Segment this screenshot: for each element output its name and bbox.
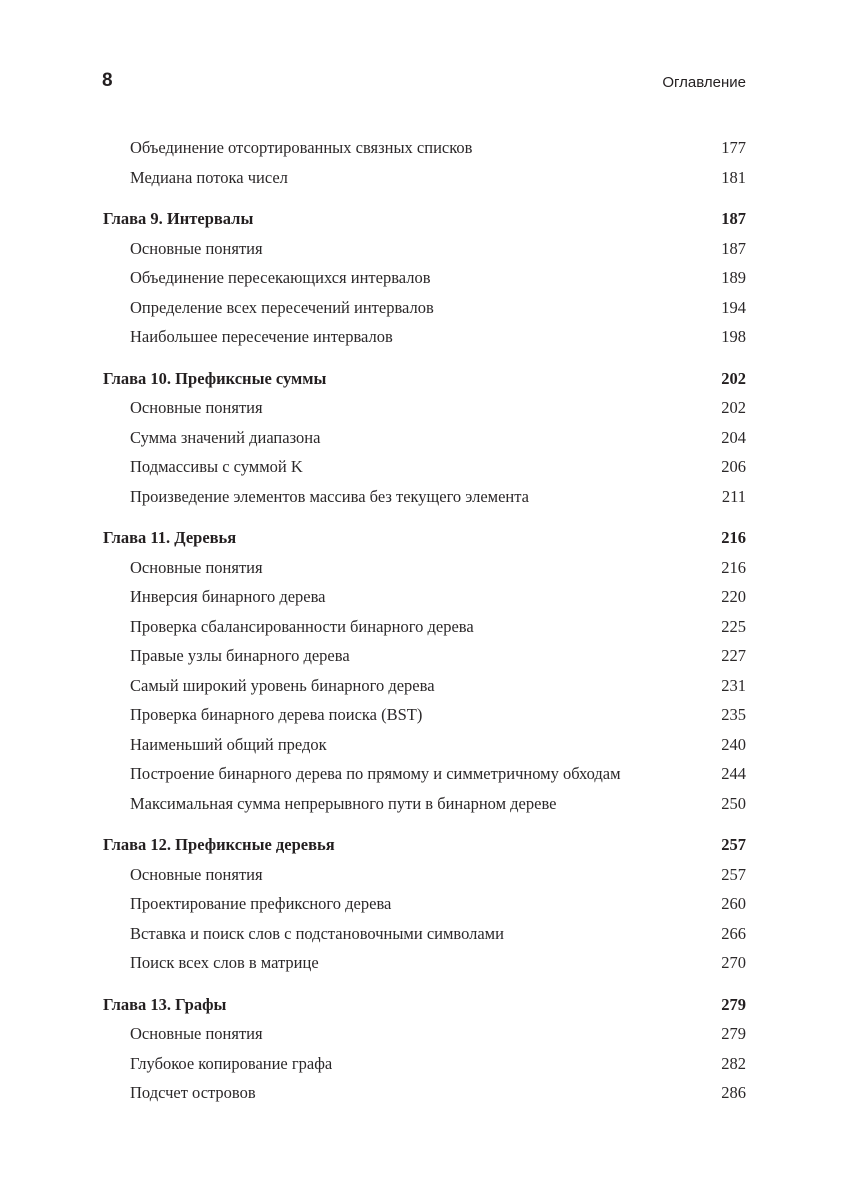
dot-leader — [473, 152, 720, 153]
toc-entry[interactable] — [103, 1049, 746, 1079]
toc-entry-title: Построение бинарного дерева по прямому и симметричному обходам — [130, 764, 621, 783]
dot-leader — [351, 660, 721, 661]
toc-chapter[interactable] — [103, 523, 746, 553]
toc-chapter-page: 257 — [721, 835, 746, 854]
dot-leader — [264, 412, 721, 413]
toc-chapter-title: Глава 11. Деревья — [103, 528, 237, 547]
toc-entry-title: Проектирование префиксного дерева — [130, 894, 392, 913]
dot-leader — [264, 253, 721, 254]
dot-leader — [327, 383, 720, 384]
toc-entry-page: 204 — [721, 427, 746, 447]
toc-entry-title: Наименьший общий предок — [130, 734, 327, 754]
table-of-contents — [103, 133, 746, 1108]
toc-entry-title: Вставка и поиск слов с подстановочными символами — [130, 923, 504, 943]
toc-entry-page: 206 — [721, 457, 746, 476]
toc-entry-title: Глубокое копирование графа — [130, 1053, 333, 1073]
toc-entry-page: 266 — [721, 923, 746, 943]
toc-entry-title: Самый широкий уровень бинарного дерева — [130, 675, 435, 695]
toc-chapter[interactable] — [103, 204, 746, 234]
toc-entry-page: 282 — [721, 1053, 746, 1073]
toc-entry[interactable] — [103, 263, 746, 293]
toc-entry[interactable] — [103, 423, 746, 453]
toc-entry-page: 270 — [721, 953, 746, 972]
dot-leader — [264, 879, 721, 880]
dot-leader — [264, 572, 721, 573]
toc-entry-title: Основные понятия — [130, 398, 263, 417]
dot-leader — [328, 749, 721, 750]
toc-entry-title: Основные понятия — [130, 864, 263, 884]
toc-entry-page: 216 — [721, 557, 746, 577]
toc-entry-page: 189 — [721, 268, 746, 287]
toc-entry[interactable] — [103, 452, 746, 482]
toc-entry[interactable] — [103, 234, 746, 264]
toc-entry-page: 257 — [721, 864, 746, 884]
toc-entry[interactable] — [103, 1078, 746, 1108]
toc-entry[interactable] — [103, 671, 746, 701]
toc-chapter[interactable] — [103, 990, 746, 1020]
toc-entry[interactable] — [103, 133, 746, 163]
toc-entry-title: Основные понятия — [130, 1024, 263, 1043]
dot-leader — [622, 778, 721, 779]
toc-entry-title: Определение всех пересечений интервалов — [130, 297, 434, 317]
toc-entry-page: 227 — [721, 646, 746, 665]
toc-entry-page: 198 — [721, 327, 746, 346]
toc-entry-page: 250 — [721, 793, 746, 813]
toc-entry-title: Наибольшее пересечение интервалов — [130, 327, 393, 346]
toc-entry-title: Проверка сбалансированности бинарного дерева — [130, 616, 474, 636]
toc-entry-title: Основные понятия — [130, 238, 263, 258]
toc-entry-page: 244 — [721, 764, 746, 783]
toc-chapter[interactable] — [103, 830, 746, 860]
toc-entry[interactable] — [103, 759, 746, 789]
toc-entry[interactable] — [103, 163, 746, 193]
dot-leader — [254, 223, 720, 224]
toc-chapter-page: 279 — [721, 994, 746, 1014]
toc-entry-page: 286 — [721, 1083, 746, 1102]
toc-entry-page: 194 — [721, 297, 746, 317]
toc-entry-page: 177 — [721, 138, 746, 157]
toc-entry-page: 202 — [721, 398, 746, 417]
toc-entry[interactable] — [103, 322, 746, 352]
dot-leader — [475, 631, 721, 632]
dot-leader — [505, 938, 720, 939]
toc-chapter-title: Глава 13. Графы — [103, 994, 227, 1014]
toc-entry-title: Правые узлы бинарного дерева — [130, 646, 350, 665]
dot-leader — [257, 1097, 721, 1098]
toc-entry-page: 231 — [721, 675, 746, 695]
toc-entry[interactable] — [103, 482, 746, 512]
running-title: Оглавление — [662, 74, 746, 91]
toc-entry[interactable] — [103, 860, 746, 890]
toc-entry-title: Медиана потока чисел — [130, 167, 288, 187]
dot-leader — [423, 719, 720, 720]
dot-leader — [435, 312, 720, 313]
toc-entry[interactable] — [103, 293, 746, 323]
toc-entry[interactable] — [103, 789, 746, 819]
toc-entry-title: Инверсия бинарного дерева — [130, 587, 326, 606]
toc-chapter-page: 187 — [721, 209, 746, 228]
page-number: 8 — [102, 70, 113, 91]
toc-entry[interactable] — [103, 889, 746, 919]
toc-entry-title: Объединение отсортированных связных списков — [130, 138, 473, 157]
toc-entry-page: 181 — [721, 167, 746, 187]
toc-entry-title: Произведение элементов массива без текущего элемента — [130, 486, 529, 506]
dot-leader — [304, 471, 720, 472]
dot-leader — [394, 341, 720, 342]
dot-leader — [557, 808, 720, 809]
toc-entry-page: 187 — [721, 238, 746, 258]
dot-leader — [321, 442, 720, 443]
toc-chapter-title: Глава 10. Префиксные суммы — [103, 368, 327, 388]
toc-entry-title: Проверка бинарного дерева поиска (BST) — [130, 705, 423, 724]
dot-leader — [530, 501, 721, 502]
toc-entry-title: Поиск всех слов в матрице — [130, 953, 319, 972]
toc-entry-page: 260 — [721, 894, 746, 913]
toc-chapter-page: 216 — [721, 528, 746, 547]
toc-chapter[interactable] — [103, 364, 746, 394]
toc-entry[interactable] — [103, 948, 746, 978]
toc-entry[interactable] — [103, 730, 746, 760]
toc-entry-title: Максимальная сумма непрерывного пути в бинарном дереве — [130, 793, 557, 813]
toc-entry-title: Подмассивы с суммой K — [130, 457, 303, 476]
toc-chapter-title: Глава 9. Интервалы — [103, 209, 254, 228]
dot-leader — [333, 1068, 720, 1069]
dot-leader — [227, 1009, 720, 1010]
dot-leader — [264, 1038, 721, 1039]
toc-entry[interactable] — [103, 612, 746, 642]
toc-entry[interactable] — [103, 1019, 746, 1049]
toc-entry-title: Подсчет островов — [130, 1083, 256, 1102]
dot-leader — [336, 849, 721, 850]
dot-leader — [436, 690, 721, 691]
toc-chapter-title: Глава 12. Префиксные деревья — [103, 835, 335, 854]
toc-entry[interactable] — [103, 553, 746, 583]
toc-entry[interactable] — [103, 641, 746, 671]
toc-entry-title: Сумма значений диапазона — [130, 427, 321, 447]
dot-leader — [432, 282, 721, 283]
toc-entry-title: Основные понятия — [130, 557, 263, 577]
dot-leader — [320, 967, 721, 968]
toc-entry-page: 240 — [721, 734, 746, 754]
toc-entry-page: 211 — [721, 486, 746, 506]
toc-entry-page: 279 — [721, 1024, 746, 1043]
toc-entry-page: 220 — [721, 587, 746, 606]
toc-entry-page: 235 — [721, 705, 746, 724]
toc-entry-page: 225 — [721, 616, 746, 636]
dot-leader — [237, 542, 720, 543]
toc-entry-title: Объединение пересекающихся интервалов — [130, 268, 431, 287]
toc-entry[interactable] — [103, 919, 746, 949]
dot-leader — [289, 182, 720, 183]
toc-entry[interactable] — [103, 700, 746, 730]
toc-entry[interactable] — [103, 393, 746, 423]
dot-leader — [392, 908, 720, 909]
toc-entry[interactable] — [103, 582, 746, 612]
toc-chapter-page: 202 — [721, 368, 746, 388]
dot-leader — [327, 601, 721, 602]
